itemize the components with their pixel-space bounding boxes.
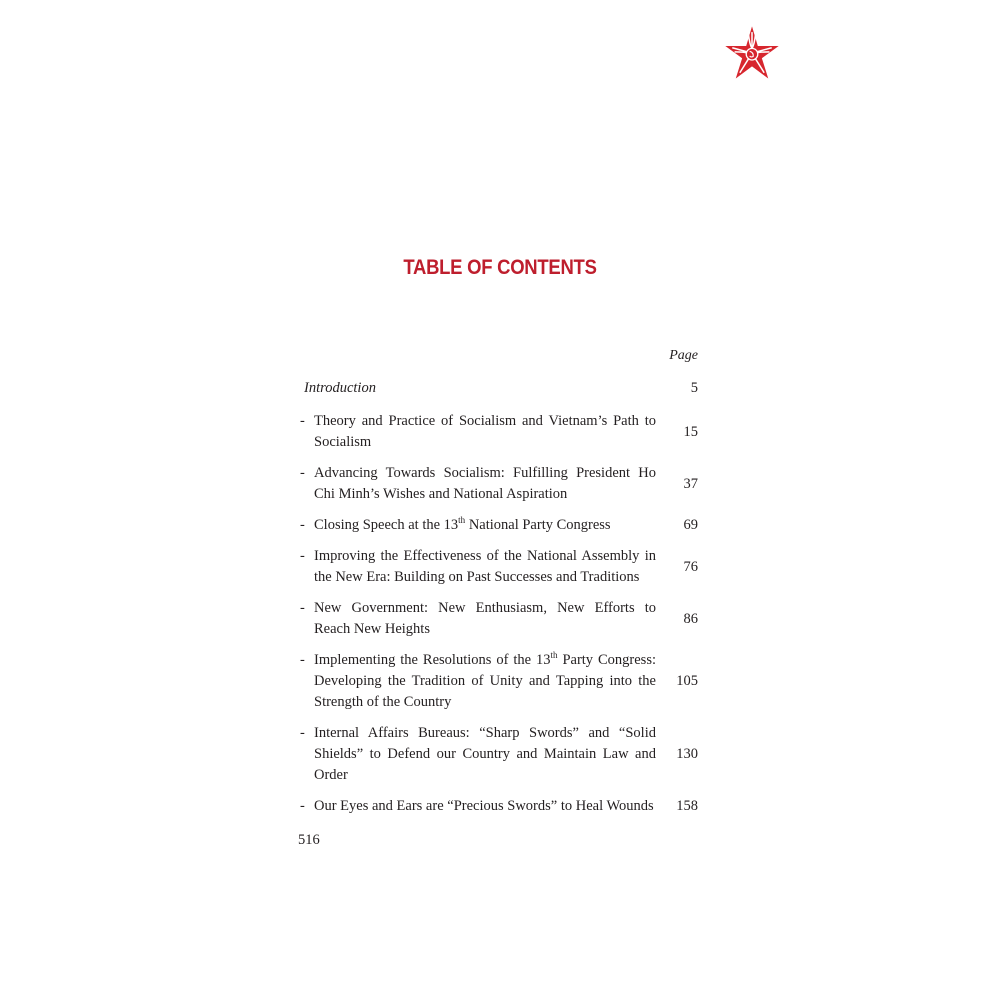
toc-entry[interactable] [300,796,698,817]
toc-entry-title: Theory and Practice of Socialism and Vietnam’s Path to Socialism [314,413,656,450]
toc-entry-text: National Party Congress [465,517,611,533]
ordinal-suffix: th [458,515,466,526]
toc-entry[interactable] [300,650,698,713]
toc-entry-introduction[interactable] [300,378,698,399]
toc-entry-page: 130 [676,746,698,762]
red-star-emblem-icon [723,24,781,82]
toc-entry-dash: - [300,652,305,668]
toc-entry-title: New Government: New Enthusiasm, New Efforts to Reach New Heights [314,600,656,637]
toc-entry[interactable] [300,546,698,588]
toc-entry-dash: - [300,517,305,533]
toc-entry-title [314,515,656,536]
toc-entry-page: 37 [683,475,698,492]
toc-entry-text: Closing Speech at the 13 [314,517,459,533]
toc-entry-title: Our Eyes and Ears are “Precious Swords” to Heal Wounds [314,798,654,814]
toc-entry-page: 86 [683,610,698,627]
toc-entry-title [314,650,656,713]
page-column-label: Page [669,348,698,363]
toc-entry-title: Advancing Towards Socialism: Fulfilling President Ho Chi Minh’s Wishes and National Aspiration [314,465,656,502]
ordinal-suffix: th [550,650,558,661]
page-number: 516 [298,832,320,848]
toc-entry-text: Party Congress: Developing the Tradition of Unity and Tapping into the Strength of the Country [314,652,656,710]
toc-entry-dash: - [300,548,305,564]
toc-entry[interactable] [300,463,698,505]
toc-entry[interactable] [300,411,698,453]
toc-entry-title: Improving the Effectiveness of the National Assembly in the New Era: Building on Past Successes and Traditions [314,548,656,585]
toc-entry[interactable] [300,723,698,786]
toc-entry-text: Implementing the Resolutions of the 13 [314,652,551,668]
toc-entry-title: Internal Affairs Bureaus: “Sharp Swords” and “Solid Shields” to Defend our Country and Maintain Law and Order [314,725,656,783]
page-title: TABLE OF CONTENTS [403,256,597,279]
toc-entry-dash: - [300,465,305,481]
toc-entry-page: 76 [683,558,698,575]
toc-entry-page: 15 [683,423,698,440]
toc-entry[interactable] [300,598,698,640]
toc-entry-page: 105 [676,673,698,689]
toc-entry-dash: - [300,600,305,616]
toc-entry-page: 5 [690,380,698,396]
toc-entry-title: Introduction [304,380,376,396]
toc-entry-dash: - [300,413,305,429]
table-of-contents [300,345,698,827]
toc-entry-dash: - [300,725,305,741]
toc-entry-page: 158 [676,798,698,814]
toc-entry[interactable] [300,515,698,536]
toc-entry-page: 69 [683,517,698,533]
toc-entry-dash: - [300,798,305,814]
